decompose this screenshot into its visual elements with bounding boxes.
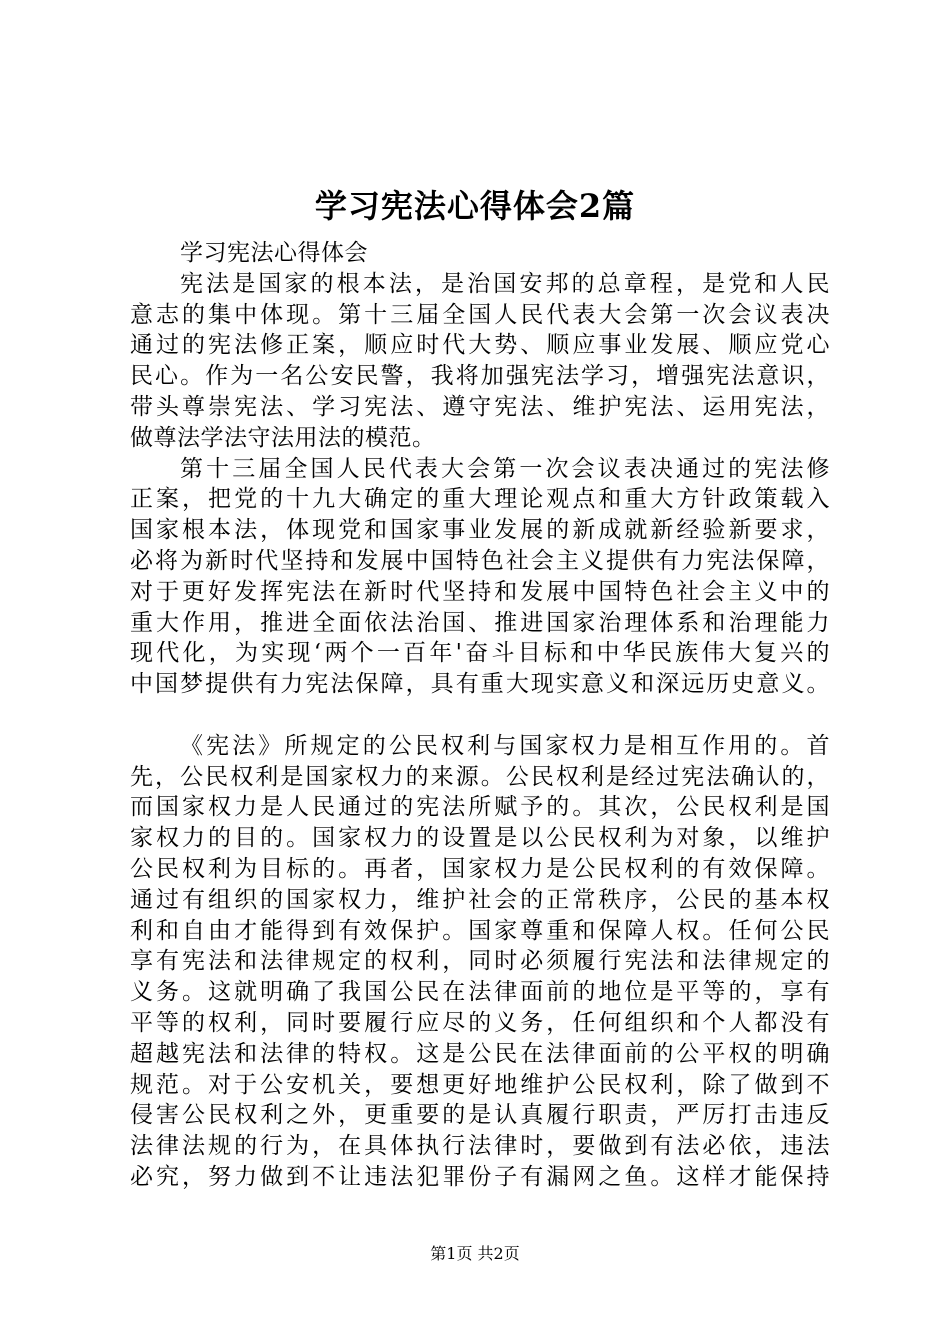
paragraph-line: 民心。作为一名公安民警，我将加强宪法学习，增强宪法意识， (130, 363, 830, 390)
paragraph-spacer (130, 700, 830, 731)
paragraph-line: 而国家权力是人民通过的宪法所赋予的。其次，公民权利是国 (130, 794, 830, 821)
paragraph-line: 做尊法学法守法用法的模范。 (130, 424, 436, 451)
paragraph-line: 必究，努力做到不让违法犯罪份子有漏网之鱼。这样才能保持 (130, 1163, 830, 1190)
paragraph-line: 平等的权利，同时要履行应尽的义务，任何组织和个人都没有 (130, 1009, 830, 1036)
paragraph-line: 家权力的目的。国家权力的设置是以公民权利为对象，以维护 (130, 825, 830, 852)
paragraph-line: 中国梦提供有力宪法保障，具有重大现实意义和深远历史意义。 (130, 671, 830, 698)
paragraph-line: 侵害公民权利之外，更重要的是认真履行职责，严厉打击违反 (130, 1102, 830, 1129)
paragraph-line: 必将为新时代坚持和发展中国特色社会主义提供有力宪法保障， (130, 547, 830, 574)
paragraph-line: 意志的集中体现。第十三届全国人民代表大会第一次会议表决 (130, 301, 830, 328)
paragraph-line: 先，公民权利是国家权力的来源。公民权利是经过宪法确认的， (130, 763, 830, 790)
document-title: 学习宪法心得体会2篇 (314, 187, 636, 225)
paragraph-line: 国家根本法，体现党和国家事业发展的新成就新经验新要求， (130, 517, 830, 544)
paragraph-line: 公民权利为目标的。再者，国家权力是公民权利的有效保障。 (130, 855, 830, 882)
paragraph-line: 利和自由才能得到有效保护。国家尊重和保障人权。任何公民 (130, 917, 830, 944)
page-footer: 第1页 共2页 (430, 1244, 520, 1263)
paragraph-line: 宪法是国家的根本法，是治国安邦的总章程，是党和人民 (180, 270, 830, 297)
paragraph-line: 超越宪法和法律的特权。这是公民在法律面前的公平权的明确 (130, 1040, 830, 1067)
paragraph-line: 通过的宪法修正案，顺应时代大势、顺应事业发展、顺应党心 (130, 332, 830, 359)
document-body (130, 238, 830, 1193)
paragraph-line: 规范。对于公安机关，要想更好地维护公民权利，除了做到不 (130, 1071, 830, 1098)
paragraph-line: 通过有组织的国家权力，维护社会的正常秩序，公民的基本权 (130, 886, 830, 913)
paragraph-line: 带头尊崇宪法、学习宪法、遵守宪法、维护宪法、运用宪法， (130, 393, 830, 420)
paragraph-line: 义务。这就明确了我国公民在法律面前的地位是平等的，享有 (130, 979, 830, 1006)
paragraph-line: 正案，把党的十九大确定的重大理论观点和重大方针政策载入 (130, 486, 830, 513)
paragraph-line: 法律法规的行为，在具体执行法律时，要做到有法必依，违法 (130, 1133, 830, 1160)
paragraph-line: 对于更好发挥宪法在新时代坚持和发展中国特色社会主义中的 (130, 578, 830, 605)
paragraph-line: 《宪法》所规定的公民权利与国家权力是相互作用的。首 (180, 732, 830, 759)
paragraph-line: 第十三届全国人民代表大会第一次会议表决通过的宪法修 (180, 455, 830, 482)
paragraph-line: 重大作用，推进全面依法治国、推进国家治理体系和治理能力 (130, 609, 830, 636)
paragraph-line: 享有宪法和法律规定的权利，同时必须履行宪法和法律规定的 (130, 948, 830, 975)
paragraph-line: 现代化，为实现‘两个一百年'奋斗目标和中华民族伟大复兴的 (130, 640, 830, 667)
section-heading: 学习宪法心得体会 (180, 240, 368, 266)
